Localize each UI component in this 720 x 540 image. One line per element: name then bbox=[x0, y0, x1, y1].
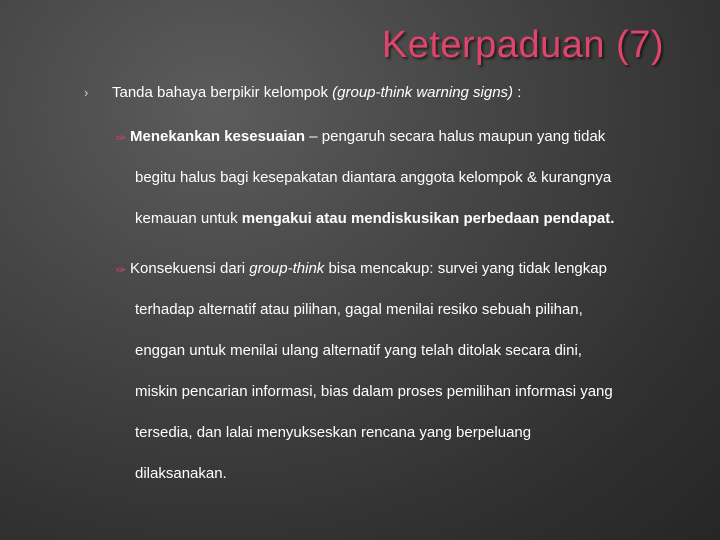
sub-item-bold-lead: Menekankan kesesuaian bbox=[130, 128, 306, 145]
slide-title: Keterpaduan (7) bbox=[381, 24, 664, 66]
sub-item-italic: group-think bbox=[249, 260, 325, 277]
sub-item-line bbox=[135, 210, 614, 227]
bullet-text-end: : bbox=[513, 84, 522, 101]
sub-item-line: terhadap alternatif atau pilihan, gagal menilai resiko sebuah pilihan, bbox=[135, 301, 583, 318]
pen-bullet-icon: ✑ bbox=[116, 131, 127, 145]
sub-item-text: kemauan untuk bbox=[135, 210, 242, 227]
sub-item-line: tersedia, dan lalai menyukseskan rencana yang berpeluang bbox=[135, 424, 532, 441]
sub-item-bold: mengakui atau mendiskusikan perbedaan pendapat. bbox=[241, 210, 615, 227]
sub-item-line bbox=[116, 260, 607, 277]
bullet-text-main: Tanda bahaya berpikir kelompok bbox=[112, 84, 333, 101]
sub-item-line: begitu halus bagi kesepakatan diantara anggota kelompok & kurangnya bbox=[135, 169, 612, 186]
sub-item-text: Konsekuensi dari bbox=[130, 260, 250, 277]
sub-item-text: – pengaruh secara halus maupun yang tidak bbox=[305, 128, 606, 145]
sub-item-line: miskin pencarian informasi, bias dalam proses pemilihan informasi yang bbox=[135, 383, 613, 400]
bullet-text-italic: (group-think warning signs) bbox=[332, 84, 514, 101]
bullet-text bbox=[112, 84, 521, 101]
sub-item-line: enggan untuk menilai ulang alternatif yang telah ditolak secara dini, bbox=[135, 342, 582, 359]
sub-item-line bbox=[116, 128, 605, 145]
chevron-right-icon: › bbox=[84, 85, 89, 100]
sub-item-text: bisa mencakup: survei yang tidak lengkap bbox=[324, 260, 607, 277]
pen-bullet-icon: ✑ bbox=[116, 263, 127, 277]
sub-item-line: dilaksanakan. bbox=[135, 465, 227, 482]
